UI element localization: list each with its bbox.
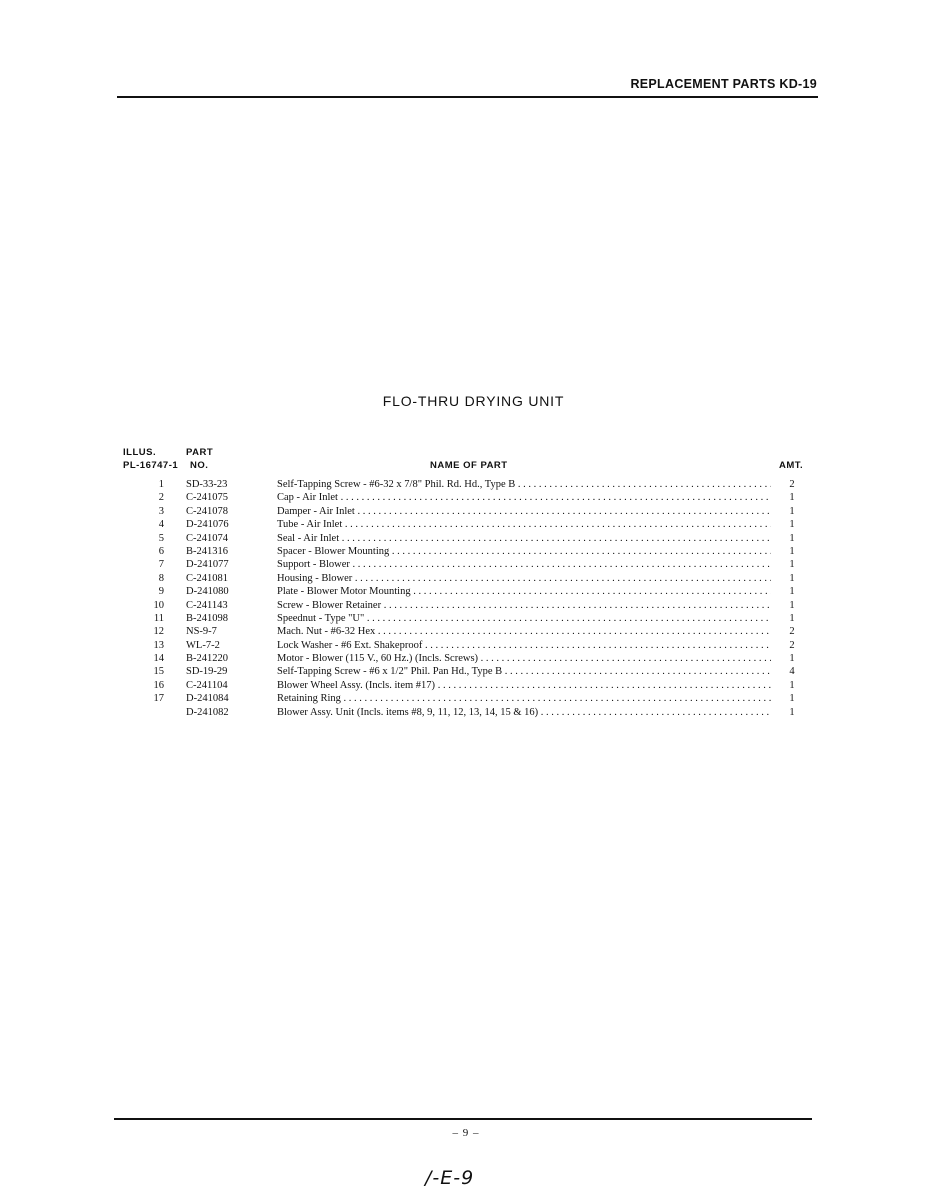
illus-number: 9 bbox=[158, 586, 164, 598]
illus-number: 6 bbox=[158, 545, 164, 557]
parts-row bbox=[120, 491, 820, 504]
column-header-no: NO. bbox=[190, 460, 209, 471]
part-number: WL-7-2 bbox=[186, 639, 220, 651]
part-name: Retaining Ring . . . bbox=[277, 692, 771, 705]
parts-row bbox=[120, 639, 820, 652]
part-number: C-241075 bbox=[186, 492, 228, 504]
part-number: C-241104 bbox=[186, 679, 228, 691]
handwritten-note: /-E-9 bbox=[425, 1167, 475, 1189]
part-number: C-241081 bbox=[186, 572, 228, 584]
part-name: Cap - Air Inlet . . . bbox=[277, 491, 771, 504]
part-name: Lock Washer - #6 Ext. Shakeproof . . . bbox=[277, 639, 771, 652]
illus-number: 15 bbox=[153, 666, 164, 678]
parts-row bbox=[120, 706, 820, 719]
part-number: SD-19-29 bbox=[186, 666, 228, 678]
page-header-title: REPLACEMENT PARTS KD-19 bbox=[630, 77, 817, 91]
part-number: D-241080 bbox=[186, 586, 229, 598]
part-name: Housing - Blower . . . bbox=[277, 572, 771, 585]
part-name: Tube - Air Inlet . . . bbox=[277, 518, 771, 531]
parts-row bbox=[120, 545, 820, 558]
part-name: Screw - Blower Retainer . . . bbox=[277, 599, 771, 612]
illus-number: 8 bbox=[158, 572, 164, 584]
part-amount: 1 bbox=[789, 572, 795, 584]
illus-number: 7 bbox=[158, 559, 164, 571]
part-name: Damper - Air Inlet . . . bbox=[277, 505, 771, 518]
part-amount: 1 bbox=[789, 505, 795, 517]
parts-row bbox=[120, 585, 820, 598]
part-number: C-241143 bbox=[186, 599, 228, 611]
part-amount: 1 bbox=[789, 612, 795, 624]
illus-number: 1 bbox=[158, 479, 164, 490]
illus-number: 17 bbox=[153, 693, 164, 705]
part-amount: 1 bbox=[789, 532, 795, 544]
illus-number: 11 bbox=[153, 612, 164, 624]
parts-row bbox=[120, 652, 820, 665]
part-amount: 1 bbox=[789, 545, 795, 557]
illus-number: 16 bbox=[153, 679, 164, 691]
parts-row bbox=[120, 612, 820, 625]
part-number: D-241076 bbox=[186, 519, 229, 531]
part-amount: 4 bbox=[789, 666, 795, 678]
parts-row bbox=[120, 665, 820, 678]
part-amount: 2 bbox=[789, 626, 795, 638]
parts-row bbox=[120, 599, 820, 612]
part-name: Spacer - Blower Mounting . . . bbox=[277, 545, 771, 558]
part-amount: 1 bbox=[789, 693, 795, 705]
illus-number: 3 bbox=[158, 505, 164, 517]
part-amount: 2 bbox=[789, 639, 795, 651]
part-name: Seal - Air Inlet . . . bbox=[277, 532, 771, 545]
part-name: Support - Blower . . . bbox=[277, 558, 771, 571]
column-header-figure: PL-16747-1 bbox=[123, 460, 179, 471]
part-name: Blower Assy. Unit (Incls. items #8, 9, 11, 12, 13, 14, 15 & 16) . . . bbox=[277, 706, 771, 719]
footer-rule bbox=[114, 1118, 812, 1120]
part-number: D-241084 bbox=[186, 693, 229, 705]
part-number: D-241077 bbox=[186, 559, 229, 571]
part-name: Blower Wheel Assy. (Incls. item #17) . . . bbox=[277, 679, 771, 692]
parts-row bbox=[120, 572, 820, 585]
part-amount: 1 bbox=[789, 599, 795, 611]
part-name: Speednut - Type "U" . . . bbox=[277, 612, 771, 625]
illus-number: 14 bbox=[153, 653, 164, 665]
part-name: Motor - Blower (115 V., 60 Hz.) (Incls. Screws) . . . bbox=[277, 652, 771, 665]
part-name: Mach. Nut - #6-32 Hex . . . bbox=[277, 625, 771, 638]
header-rule bbox=[117, 96, 818, 98]
parts-row bbox=[120, 692, 820, 705]
illus-number: 4 bbox=[158, 519, 164, 531]
illus-number: 10 bbox=[153, 599, 164, 611]
parts-row bbox=[120, 625, 820, 638]
page-number: – 9 – bbox=[452, 1127, 480, 1139]
section-title: FLO-THRU DRYING UNIT bbox=[382, 393, 565, 409]
part-amount: 1 bbox=[789, 653, 795, 665]
parts-row bbox=[120, 505, 820, 518]
illus-number: 2 bbox=[158, 492, 164, 504]
parts-row bbox=[120, 679, 820, 692]
part-amount: 2 bbox=[789, 479, 795, 490]
column-header-part: PART bbox=[186, 447, 214, 458]
part-name: Self-Tapping Screw - #6 x 1/2" Phil. Pan Hd., Type B . . . bbox=[277, 665, 771, 678]
part-amount: 1 bbox=[789, 559, 795, 571]
part-amount: 1 bbox=[789, 706, 795, 718]
column-header-name: NAME OF PART bbox=[430, 460, 508, 471]
part-number: B-241098 bbox=[186, 612, 228, 624]
part-number: C-241078 bbox=[186, 505, 228, 517]
parts-row bbox=[120, 532, 820, 545]
part-amount: 1 bbox=[789, 679, 795, 691]
part-number: SD-33-23 bbox=[186, 479, 228, 490]
part-number: C-241074 bbox=[186, 532, 228, 544]
parts-row bbox=[120, 518, 820, 531]
part-number: D-241082 bbox=[186, 706, 229, 718]
part-number: B-241220 bbox=[186, 653, 228, 665]
part-name: Plate - Blower Motor Mounting . . . bbox=[277, 585, 771, 598]
part-amount: 1 bbox=[789, 492, 795, 504]
part-amount: 1 bbox=[789, 519, 795, 531]
part-number: NS-9-7 bbox=[186, 626, 217, 638]
illus-number: 12 bbox=[153, 626, 164, 638]
column-header-amt: AMT. bbox=[779, 460, 804, 471]
parts-list bbox=[120, 478, 820, 719]
part-name: Self-Tapping Screw - #6-32 x 7/8" Phil. Rd. Hd., Type B . . . bbox=[277, 478, 771, 491]
illus-number: 13 bbox=[153, 639, 164, 651]
parts-row bbox=[120, 558, 820, 571]
part-number: B-241316 bbox=[186, 545, 228, 557]
parts-row bbox=[120, 478, 820, 491]
column-header-illus: ILLUS. bbox=[123, 447, 157, 458]
illus-number: 5 bbox=[158, 532, 164, 544]
part-amount: 1 bbox=[789, 586, 795, 598]
